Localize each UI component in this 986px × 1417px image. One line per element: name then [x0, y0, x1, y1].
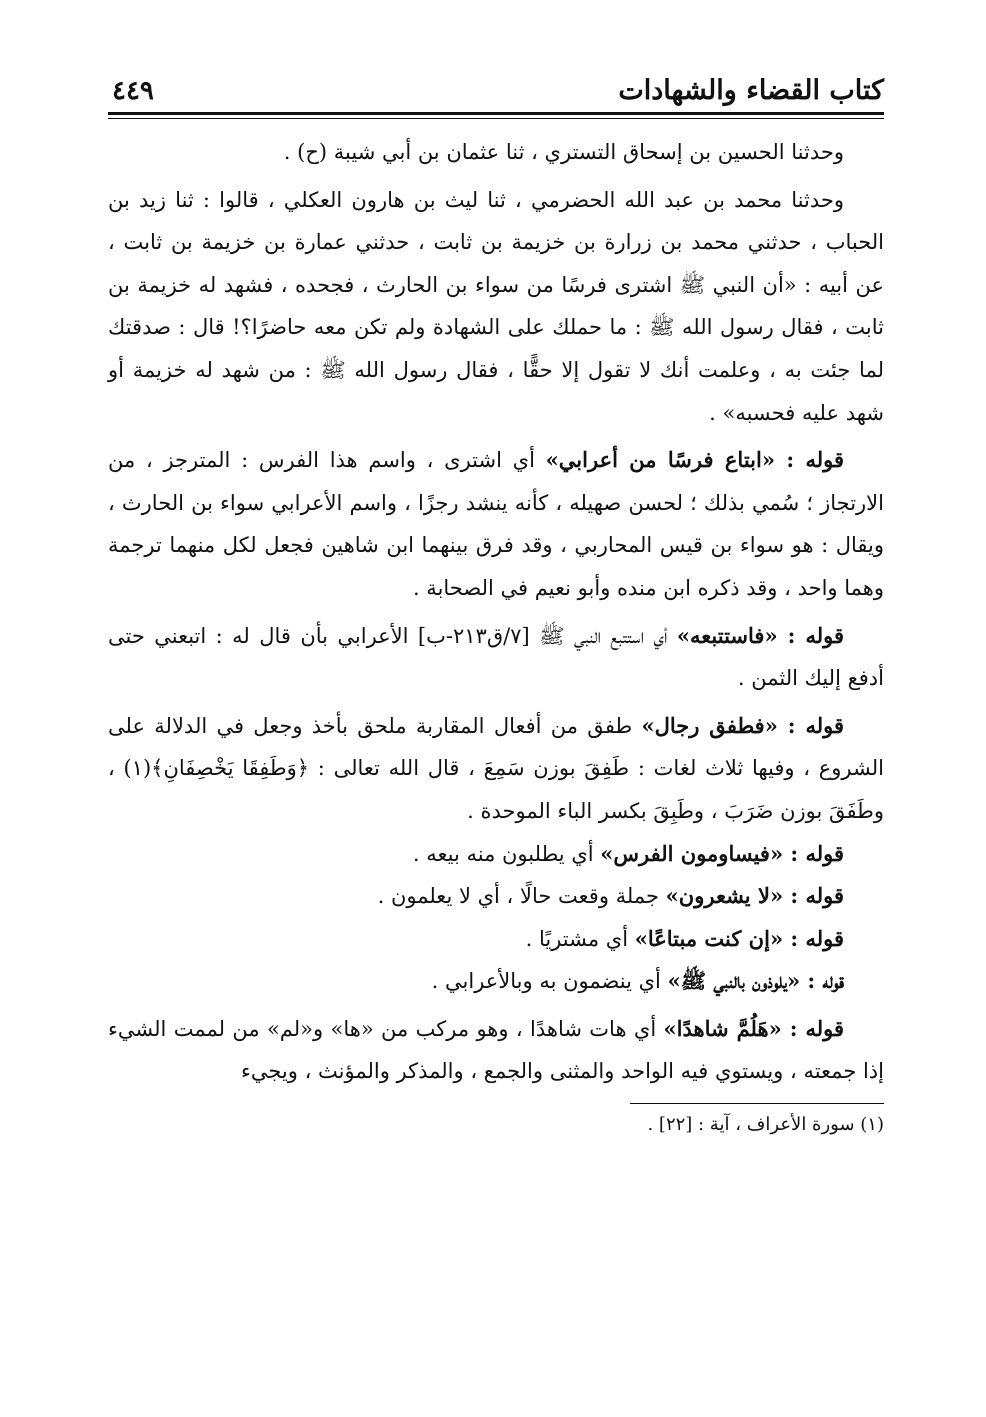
- running-header: [108, 62, 884, 106]
- paragraph-text: أي يطلبون منه بيعه .: [412, 841, 601, 866]
- paragraph: [108, 918, 884, 961]
- paragraph-text: أي ينضمون به وبالأعرابي .: [431, 969, 668, 994]
- paragraph: [108, 615, 884, 700]
- footnote-rule: [630, 1103, 884, 1104]
- quote-label: قوله : «ابتاع فرسًا من أعرابي»: [545, 447, 844, 473]
- quote-label: قوله : «يلوذون بالنبي ﷺ»: [667, 968, 844, 994]
- page-number: ٤٤٩: [112, 76, 154, 106]
- footnote: (١) سورة الأعراف ، آية : [٢٢] .: [647, 1114, 884, 1136]
- paragraph: [108, 833, 884, 876]
- main-text: [108, 131, 884, 1093]
- quote-label: قوله : «لا يشعرون»: [665, 883, 844, 909]
- quote-label: قوله : «فاستتبعه»: [676, 622, 844, 648]
- paragraph-text: وحدثنا محمد بن عبد الله الحضرمي ، ثنا ليث بن هارون العكلي ، قالوا : ثنا زيد بن الحباب ، حدثني محمد بن زرارة بن خزيمة بن ثابت ، حدثني عمارة بن خزيمة بن ثابت ، عن أبيه : «أن النبي ﷺ اشترى فرسًا من سواء بن الحارث ، فجحده ، فشهد له خزيمة بن ثابت ، فقال رسول الله ﷺ : ما حملك على الشهادة ولم تكن معه حاضرًا؟! قال : صدقتك لما جئت به ، وعلمت أنك لا تقول إلا حقًّا ، فقال رسول الله ﷺ : من شهد له خزيمة أو شهد عليه فحسبه» .: [108, 187, 884, 425]
- paragraph: [108, 875, 884, 918]
- paragraph: [108, 1008, 884, 1093]
- quote-label: قوله : «فطفق رجال»: [641, 712, 844, 738]
- quote-label: قوله : «فيساومون الفرس»: [600, 840, 844, 866]
- page: [108, 62, 884, 1135]
- paragraph-text: طفق من أفعال المقاربة ملحق بأخذ وجعل في الدلالة على الشروع ، وفيها ثلاث لغات : طَفِقَ بوزن سَمِعَ ، قال الله تعالى : ﴿وَطَفِقَا يَخْصِفَانِ﴾(١) ، وطَفَقَ بوزن ضَرَبَ ، وطَبِقَ بكسر الباء الموحدة .: [108, 713, 884, 823]
- paragraph-text: أي اشترى ، واسم هذا الفرس : المترجز ، من الارتجاز ؛ سُمي بذلك ؛ لحسن صهيله ، كأنه ينشد رجزًا ، واسم الأعرابي سواء بن الحارث ، ويقال : هو سواء بن قيس المحاربي ، وقد فرق بينهما ابن شاهين فجعل لكل منهما ترجمة وهما واحد ، وقد ذكره ابن منده وأبو نعيم في الصحابة .: [108, 448, 884, 600]
- paragraph: [108, 439, 884, 609]
- paragraph-text: جملة وقعت حالًا ، أي لا يعلمون .: [377, 884, 666, 909]
- quote-label: قوله : «إن كنت مبتاعًا»: [634, 925, 844, 951]
- paragraph-text: أي استتبع النبي ﷺ [٧/ق٢١٣-ب] الأعرابي بأن قال له : اتبعني حتى أدفع إليك الثمن .: [108, 623, 884, 691]
- book-title: كتاب القضاء والشهادات: [618, 75, 884, 106]
- paragraph-text: أي مشتريًا .: [525, 926, 635, 951]
- paragraph: [108, 960, 884, 1003]
- paragraph: [108, 705, 884, 833]
- header-rule-thick: [108, 112, 884, 115]
- paragraph-text: وحدثنا الحسين بن إسحاق التستري ، ثنا عثمان بن أبي شيبة (ح) .: [283, 140, 844, 164]
- quote-label: قوله : «هَلُمَّ شاهدًا»: [663, 1015, 844, 1041]
- header-rule-thin: [108, 118, 884, 119]
- paragraph: [108, 179, 884, 435]
- paragraph: [108, 131, 884, 174]
- paragraph-text: أي هات شاهدًا ، وهو مركب من «ها» و«لم» من لممت الشيء إذا جمعته ، ويستوي فيه الواحد والمثنى والجمع ، والمذكر والمؤنث ، ويجيء: [108, 1016, 884, 1084]
